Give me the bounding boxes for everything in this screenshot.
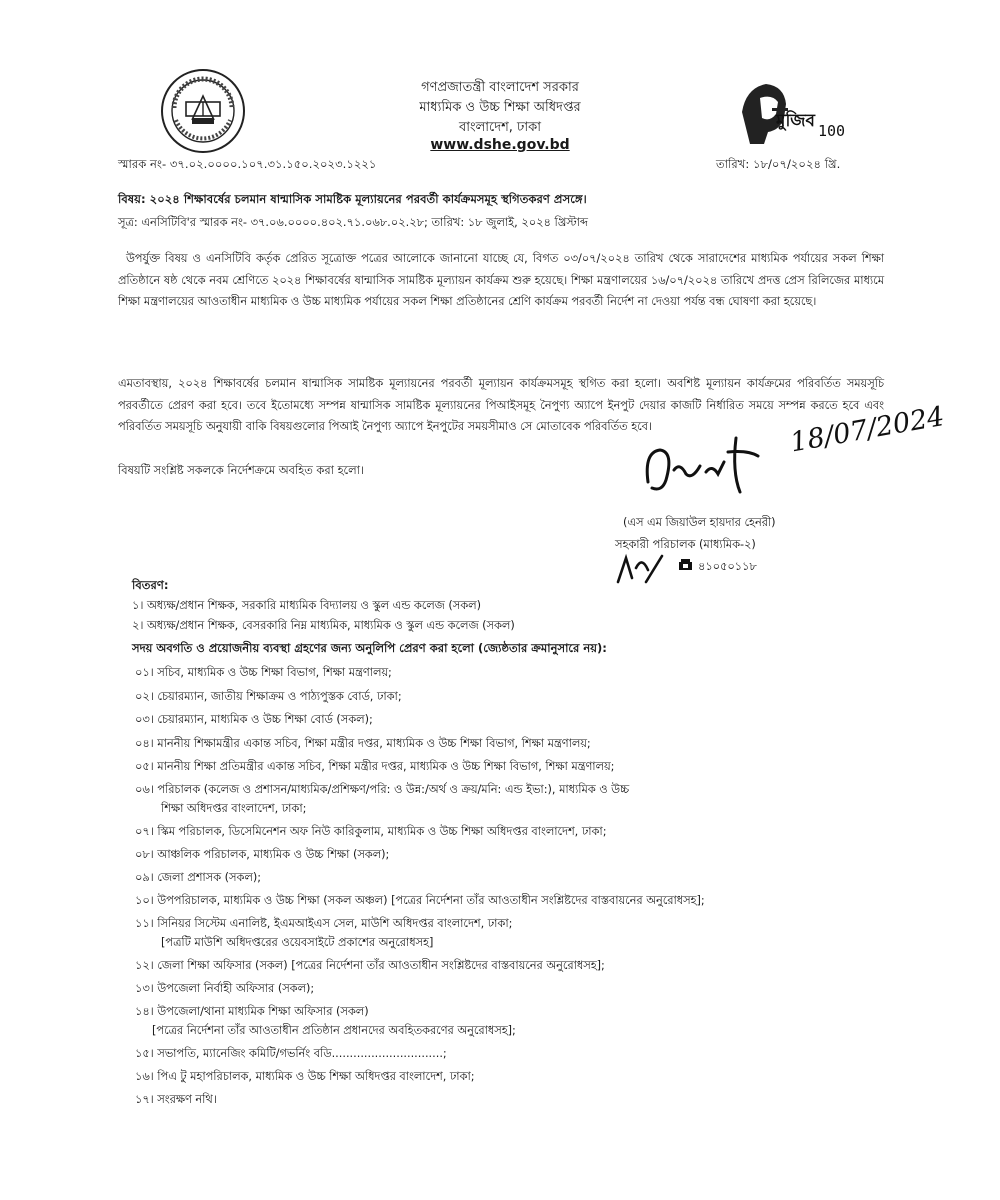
phone-icon: [678, 559, 693, 571]
copy-item: ০৬। পরিচালক (কলেজ ও প্রশাসন/মাধ্যমিক/প্রশিক্ষণ/পরি: ও উন্ন:/অর্থ ও ক্রয়/মনি: এন্ড ইভা:), মাধ্যমিক ও উচ্চ: [135, 783, 630, 796]
dshe-seal-logo: [160, 68, 246, 154]
copy-item: ১২। জেলা শিক্ষা অফিসার (সকল) [পত্রের নির্দেশনা তাঁর আওতাধীন সংশ্লিষ্টদের বাস্তবায়নের অনুরোধসহ];: [135, 959, 605, 972]
copy-item: ১০। উপপরিচালক, মাধ্যমিক ও উচ্চ শিক্ষা (সকল অঞ্চল) [পত্রের নির্দেশনা তাঁর আওতাধীন সংশ্লিষ্টদের বাস্তবায়নের অনুরোধসহ];: [135, 894, 705, 907]
copies-heading: সদয় অবগতি ও প্রয়োজনীয় ব্যবস্থা গ্রহণের জন্য অনুলিপি প্রেরণ করা হলো (জ্যেষ্ঠতার ক্রমানুসারে নয়):: [132, 641, 607, 655]
copy-item: ০৯। জেলা প্রশাসক (সকল);: [135, 871, 262, 884]
subject-line: বিষয়: ২০২৪ শিক্ষাবর্ষের চলমান ষান্মাসিক সামষ্টিক মূল্যায়নের পরবর্তী কার্যক্রমসমূহ স্থগিতকরণ প্রসঙ্গে।: [118, 192, 587, 206]
copy-item: ০২। চেয়ারম্যান, জাতীয় শিক্ষাক্রম ও পাঠ্যপুস্তক বোর্ড, ঢাকা;: [135, 690, 402, 703]
signatory-designation: সহকারী পরিচালক (মাধ্যমিক-২): [615, 538, 756, 551]
copy-item: ০৩। চেয়ারম্যান, মাধ্যমিক ও উচ্চ শিক্ষা বোর্ড (সকল);: [135, 713, 373, 726]
copy-item: ০৪। মাননীয় শিক্ষামন্ত্রীর একান্ত সচিব, শিক্ষা মন্ত্রীর দপ্তর, মাধ্যমিক ও উচ্চ শিক্ষা বিভাগ, শিক্ষা মন্ত্রণালয়;: [135, 737, 591, 750]
body-paragraph-2: এমতাবস্থায়, ২০২৪ শিক্ষাবর্ষের চলমান ষান্মাসিক সামষ্টিক মূল্যায়নের পরবর্তী মূল্যায়ন কার্যক্রমসমূহ স্থগিত করা হলো। অবশিষ্ট মূল্যায়ন কার্যক্রমের পরিবর্তিত সময়সূচি পরবর্তীতে প্রেরণ করা হবে। তবে ইতোমধ্যে সম্পন্ন ষান্মাসিক সামষ্টিক মূল্যায়নের পিআইসমূহ নৈপুণ্য অ্যাপে ইনপুট দেয়ার কাজটি নির্ধারিত সময়ে সম্পন্ন করতে হবে এবং পরিবর্তিত সময়সূচি অনুযায়ী বাকি বিষয়গুলোর পিআই নৈপুণ্য অ্যাপে ইনপুটের সময়সীমাও সে মোতাবেক পরিবর্তিত হবে।: [118, 377, 884, 433]
mujib-number: 100: [818, 122, 846, 140]
copy-item: ০৮। আঞ্চলিক পরিচালক, মাধ্যমিক ও উচ্চ শিক্ষা (সকল);: [135, 848, 390, 861]
memo-date: তারিখ: ১৮/০৭/২০২৪ খ্রি.: [716, 157, 841, 171]
body-paragraph-1: উপর্যুক্ত বিষয় ও এনসিটিবি কর্তৃক প্রেরিত সূত্রোক্ত পত্রের আলোকে জানানো যাচ্ছে যে, বিগত ০৩/০৭/২০২৪ তারিখ থেকে সারাদেশের মাধ্যমিক পর্যায়ের সকল শিক্ষা প্রতিষ্ঠানে ষষ্ঠ থেকে নবম শ্রেণিতে ২০২৪ শিক্ষাবর্ষের ষান্মাসিক সামষ্টিক মূল্যায়ন কার্যক্রম শুরু হয়েছে। শিক্ষা মন্ত্রণালয়ের ১৬/০৭/২০২৪ তারিখে প্রদত্ত প্রেস রিলিজের মাধ্যমে শিক্ষা মন্ত্রণালয়ের আওতাধীন মাধ্যমিক ও উচ্চ মাধ্যমিক পর্যায়ের সকল শিক্ষা প্রতিষ্ঠানের শ্রেণি কার্যক্রম পরবর্তী নির্দেশ না দেওয়া পর্যন্ত বন্ধ ঘোষণা করা হয়েছে।: [118, 252, 884, 308]
distribution-heading: বিতরণ:: [132, 578, 169, 592]
copy-item: ১৪। উপজেলা/থানা মাধ্যমিক শিক্ষা অফিসার (সকল): [135, 1005, 369, 1018]
signatory-phone: ৪১০৫০১১৮: [698, 560, 757, 573]
copy-item: ০৫। মাননীয় শিক্ষা প্রতিমন্ত্রীর একান্ত সচিব, শিক্ষা মন্ত্রীর দপ্তর, মাধ্যমিক ও উচ্চ শিক্ষা বিভাগ, শিক্ষা মন্ত্রণালয়;: [135, 760, 615, 773]
location: বাংলাদেশ, ঢাকা: [458, 120, 542, 135]
signature-date: 18/07/2024: [788, 400, 947, 459]
copy-item: ১১। সিনিয়র সিস্টেম এনালিষ্ট, ইএমআইএস সেল, মাউশি অধিদপ্তর বাংলাদেশ, ঢাকা;: [135, 917, 513, 930]
memo-number: স্মারক নং- ৩৭.০২.০০০০.১০৭.৩১.১৫০.২০২৩.১২২১: [118, 157, 377, 171]
mujib-text: মুজিব: [776, 111, 815, 131]
signatory-name: (এস এম জিয়াউল হায়দার হেনরী): [623, 516, 776, 529]
distribution-item: ২। অধ্যক্ষ/প্রধান শিক্ষক, বেসরকারি নিম্ন মাধ্যমিক, মাধ্যমিক ও স্কুল এন্ড কলেজ (সকল): [132, 619, 515, 632]
copy-item: ১৭। সংরক্ষণ নথি।: [135, 1093, 217, 1106]
initial-scribble: [612, 548, 672, 588]
copy-item: ১৩। উপজেলা নির্বাহী অফিসার (সকল);: [135, 982, 315, 995]
copy-item-continued: [পত্রটি মাউশি অধিদপ্তরের ওয়েবসাইটে প্রকাশের অনুরোধসহ]: [161, 936, 434, 949]
copy-item-continued: [পত্রের নির্দেশনা তাঁর আওতাধীন প্রতিষ্ঠান প্রধানদের অবহিতকরণের অনুরোধসহ];: [152, 1024, 516, 1037]
directorate-name: মাধ্যমিক ও উচ্চ শিক্ষা অধিদপ্তর: [419, 100, 581, 115]
website-link[interactable]: www.dshe.gov.bd: [430, 137, 570, 153]
copy-item: ১৫। সভাপতি, ম্যানেজিং কমিটি/গভর্নিং বডি...............................;: [135, 1047, 447, 1060]
copy-item: ১৬। পিএ টু মহাপরিচালক, মাধ্যমিক ও উচ্চ শিক্ষা অধিদপ্তর বাংলাদেশ, ঢাকা;: [135, 1070, 475, 1083]
copy-item-continued: শিক্ষা অধিদপ্তর বাংলাদেশ, ঢাকা;: [161, 802, 307, 815]
distribution-item: ১। অধ্যক্ষ/প্রধান শিক্ষক, সরকারি মাধ্যমিক বিদ্যালয় ও স্কুল এন্ড কলেজ (সকল): [132, 599, 481, 612]
copy-item: ০৭। স্কিম পরিচালক, ডিসেমিনেশন অফ নিউ কারিকুলাম, মাধ্যমিক ও উচ্চ শিক্ষা অধিদপ্তর বাংলাদেশ, ঢাকা;: [135, 825, 607, 838]
reference-line: সূত্র: এনসিটিবি'র স্মারক নং- ৩৭.০৬.০০০০.৪০২.৭১.০৬৮.০২.২৮; তারিখ: ১৮ জুলাই, ২০২৪ খ্রিস্টাব্দ: [118, 215, 588, 229]
closing-line: বিষয়টি সংশ্লিষ্ট সকলকে নির্দেশক্রমে অবহিত করা হলো।: [118, 463, 364, 477]
govt-name: গণপ্রজাতন্ত্রী বাংলাদেশ সরকার: [421, 80, 579, 95]
mujib-100-logo: [720, 74, 850, 148]
copy-item: ০১। সচিব, মাধ্যমিক ও উচ্চ শিক্ষা বিভাগ, শিক্ষা মন্ত্রণালয়;: [135, 666, 392, 679]
